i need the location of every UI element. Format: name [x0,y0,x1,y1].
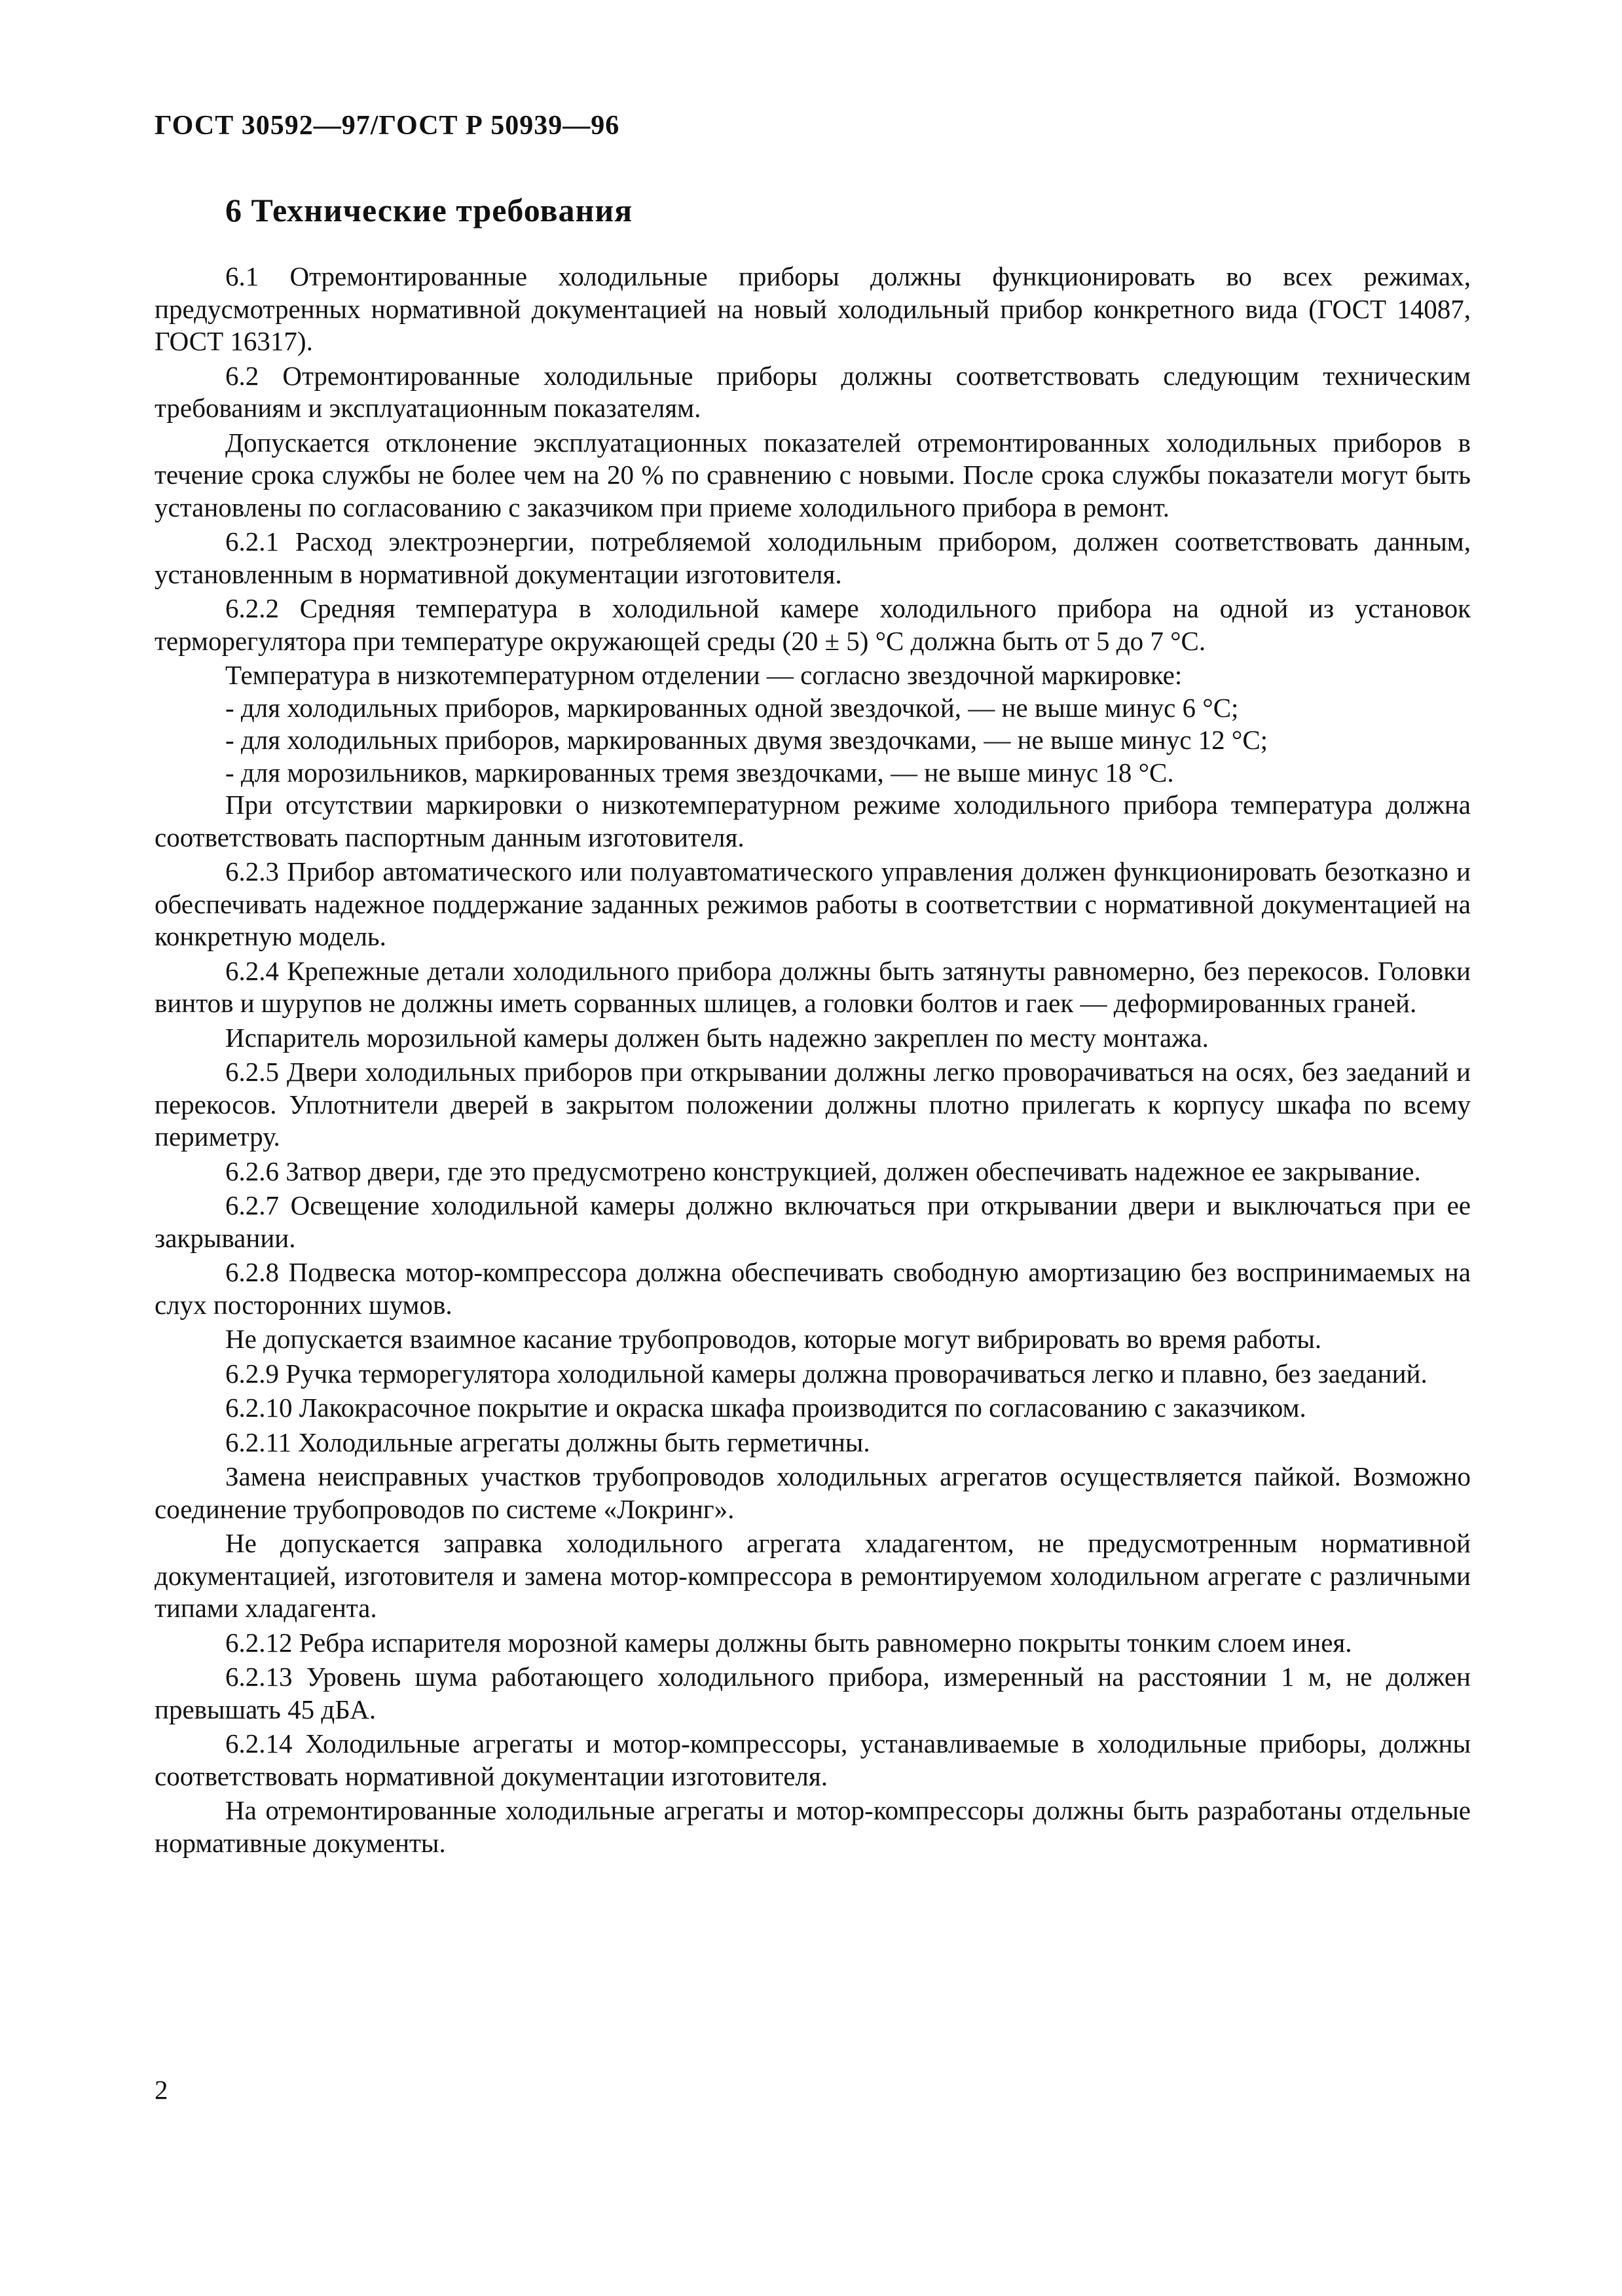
paragraph-6-2-1: 6.2.1 Расход электроэнергии, потребляемой холодильным прибором, должен соответствовать данным, установленным в нормативной документации изготовителя. [155,526,1471,589]
paragraph-soldering: Замена неисправных участков трубопроводов холодильных агрегатов осуществляется пайкой. Возможно соединение трубопроводов по системе «Локринг». [155,1461,1471,1524]
paragraph-6-2-4: 6.2.4 Крепежные детали холодильного прибора должны быть затянуты равномерно, без перекосов. Головки винтов и шурупов не должны иметь сорванных шлицев, а головки болтов и гаек — деформированных граней. [155,955,1471,1018]
paragraph-6-2-6: 6.2.6 Затвор двери, где это предусмотрено конструкцией, должен обеспечивать надежное ее закрывание. [225,1156,1421,1186]
paragraph-refrigerant: Не допускается заправка холодильного агрегата хладагентом, не предусмотренным нормативной документацией, изготовителя и замена мотор-компрессора в ремонтируемом холодильном агрегате с различными типами хладагента. [155,1528,1471,1623]
page-number: 2 [155,2075,168,2105]
list-item: - для холодильных приборов, маркированных двумя звездочками, — не выше минус 12 °С; [225,725,1268,755]
paragraph-normative-docs: На отремонтированные холодильные агрегаты и мотор-компрессоры должны быть разработаны отдельные нормативные документы. [155,1795,1471,1858]
paragraph-6-2-10: 6.2.10 Лакокрасочное покрытие и окраска шкафа производится по согласованию с заказчиком. [225,1393,1306,1423]
paragraph-6-2-7: 6.2.7 Освещение холодильной камеры должно включаться при открывании двери и выключаться при ее закрывании. [155,1190,1471,1253]
list-item: - для морозильников, маркированных тремя звездочками, — не выше минус 18 °С. [225,757,1174,788]
paragraph-6-2-13: 6.2.13 Уровень шума работающего холодильного прибора, измеренный на расстоянии 1 м, не должен превышать 45 дБА. [155,1662,1471,1724]
paragraph-6-2: 6.2 Отремонтированные холодильные приборы должны соответствовать следующим техническим требованиям и эксплуатационным показателям. [155,360,1471,423]
section-body [155,261,1471,1859]
list-item: - для холодильных приборов, маркированных одной звездочкой, — не выше минус 6 °С; [225,692,1239,723]
paragraph-6-2-5: 6.2.5 Двери холодильных приборов при открывании должны легко проворачиваться на осях, без заеданий и перекосов. Уплотнители дверей в закрытом положении должны плотно прилегать к корпусу шкафа по всему периметру. [155,1057,1471,1152]
paragraph-6-2-12: 6.2.12 Ребра испарителя морозной камеры должны быть равномерно покрыты тонким слоем инея. [225,1627,1352,1658]
paragraph-6-2-9: 6.2.9 Ручка терморегулятора холодильной камеры должна проворачиваться легко и плавно, без заеданий. [225,1358,1428,1389]
paragraph-6-2-8: 6.2.8 Подвеска мотор-компрессора должна обеспечивать свободную амортизацию без воспринимаемых на слух посторонних шумов. [155,1257,1471,1320]
paragraph-6-2-3: 6.2.3 Прибор автоматического или полуавтоматического управления должен функционировать безотказно и обеспечивать надежное поддержание заданных режимов работы в соответствии с нормативной документацией на конкретную модель. [155,856,1471,951]
paragraph-evaporator: Испаритель морозильной камеры должен быть надежно закреплен по месту монтажа. [225,1022,1209,1053]
paragraph-6-2-14: 6.2.14 Холодильные агрегаты и мотор-компрессоры, устанавливаемые в холодильные приборы, должны соответствовать нормативной документации изготовителя. [155,1728,1471,1791]
paragraph-6-1: 6.1 Отремонтированные холодильные приборы должны функционировать во всех режимах, предусмотренных нормативной документацией на новый холодильный прибор конкретного вида (ГОСТ 14087, ГОСТ 16317). [155,261,1471,356]
paragraph-deviation: Допускается отклонение эксплуатационных показателей отремонтированных холодильных приборов в течение срока службы не более чем на 20 % по сравнению с новыми. После срока службы показатели могут быть установлены по согласованию с заказчиком при приеме холодильного прибора в ремонт. [155,427,1471,522]
section-title: 6 Технические требования [225,192,633,228]
paragraph-6-2-11: 6.2.11 Холодильные агрегаты должны быть герметичны. [225,1427,870,1457]
standard-code-header: ГОСТ 30592—97/ГОСТ Р 50939—96 [155,111,620,141]
paragraph-no-marking: При отсутствии маркировки о низкотемпературном режиме холодильного прибора температура должна соответствовать паспортным данным изготовителя. [155,790,1471,852]
paragraph-6-2-2: 6.2.2 Средняя температура в холодильной камере холодильного прибора на одной из установок терморегулятора при температуре окружающей среды (20 ± 5) °С должна быть от 5 до 7 °С. [155,593,1471,656]
paragraph-pipes: Не допускается взаимное касание трубопроводов, которые могут вибрировать во время работы. [225,1324,1322,1354]
paragraph-low-temp: Температура в низкотемпературном отделении — согласно звездочной маркировке: [225,660,1183,690]
